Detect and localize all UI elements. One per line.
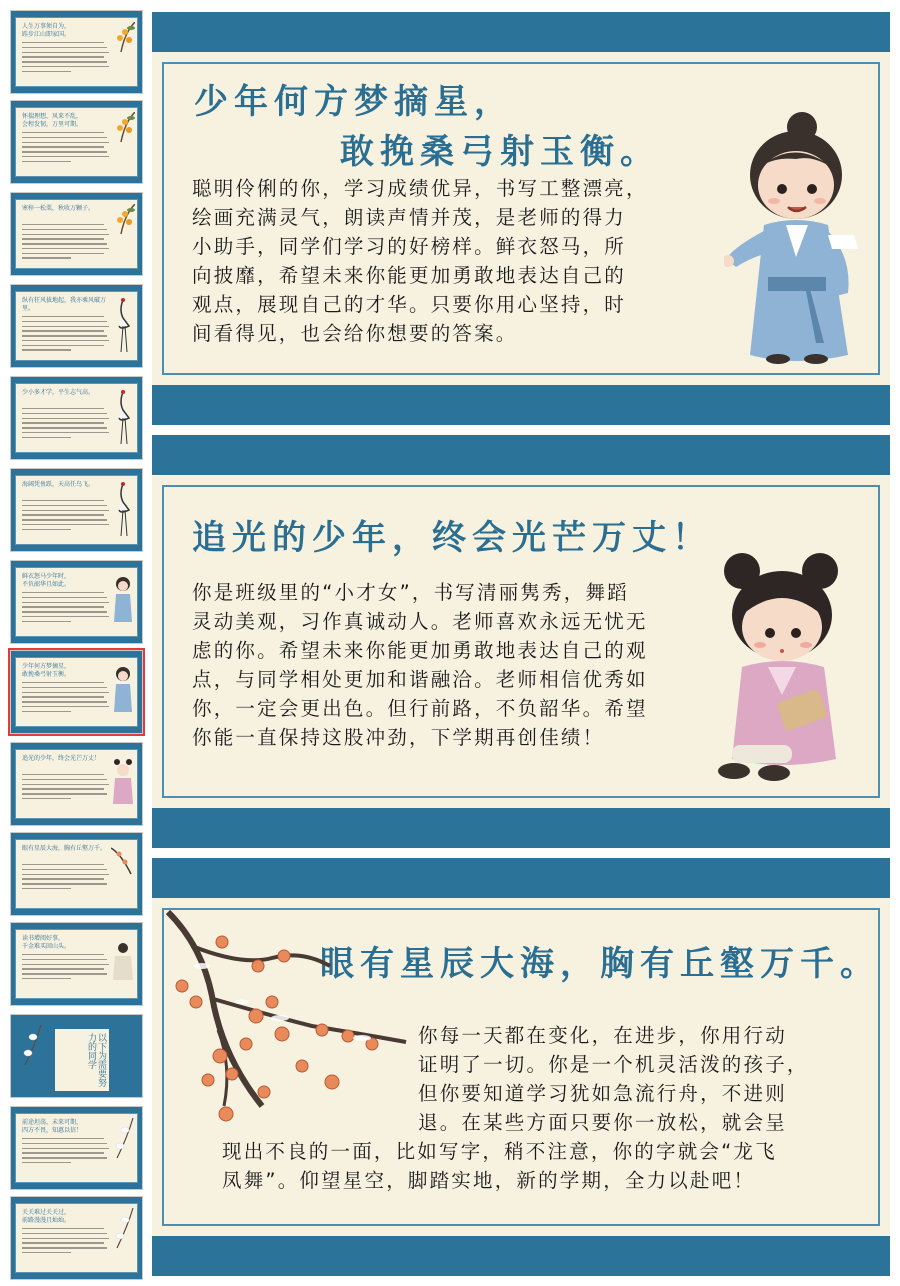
thumbnail-title: 以下为需要努力的同学: [55, 1029, 109, 1091]
thumbnail-title: 少年何方梦摘星， 敢挽桑弓射玉衡。: [22, 663, 71, 678]
thumbnail-text-lines: [22, 1228, 111, 1267]
persimmon-branch-icon: [162, 906, 412, 1146]
slide-3-body-line: 现出不良的一面，比如写字，稍不注意，你的字就会“龙飞: [222, 1140, 777, 1163]
magnolia-icon: [19, 1025, 43, 1083]
slide-thumbnail[interactable]: [10, 192, 143, 276]
thumbnail-paper: [15, 929, 138, 999]
slide-thumbnail[interactable]: [10, 376, 143, 460]
slide-3-body-line: 你每一天都在变化，在进步，你用行动: [418, 1024, 787, 1047]
thumbnail-title: 鲜衣怒马少年时， 不负韶华且如此。: [22, 573, 71, 588]
thumbnail-paper: [15, 17, 138, 87]
slide-2-body-line: 虑的你。希望未来你能更加勇敢地表达自己的观: [192, 639, 648, 662]
thumbnail-text-lines: [22, 774, 111, 813]
thumbnail-text-lines: [22, 1138, 111, 1177]
slide-2-body-line: 点，与同学相处更加和谐融洽。老师相信优秀如: [192, 668, 648, 691]
crane-icon: [111, 388, 135, 446]
thumbnail-text-lines: [22, 682, 111, 721]
slide-thumbnail[interactable]: [10, 468, 143, 552]
slide-3-body-line: 凤舞”。仰望星空，脚踏实地，新的学期，全力以赴吧！: [222, 1169, 756, 1192]
magnolia-icon: [111, 1208, 135, 1266]
slide-1-body-line: 间看得见，也会给你想要的答案。: [192, 322, 518, 345]
thumbnail-text-lines: [22, 864, 111, 903]
slide-thumbnail[interactable]: [10, 284, 143, 368]
thumbnail-title: 少小多才学，平生志气高。: [22, 389, 95, 396]
thumbnail-title: 人生万事须自为， 跬步江山即家国。: [22, 23, 71, 38]
girl-figure-icon: [712, 545, 852, 795]
girl-figure-icon: [111, 754, 135, 812]
reading-figure-icon: [111, 934, 135, 992]
thumbnail-paper: [15, 1113, 138, 1183]
slide-thumbnail[interactable]: [10, 1196, 143, 1280]
thumbnail-paper: [15, 291, 138, 361]
thumbnail-paper: [15, 199, 138, 269]
slide-1-title-line-1: 少年何方梦摘星，: [194, 82, 514, 122]
slide-thumbnail[interactable]: [10, 742, 143, 826]
slide-2-body-line: 灵动美观，习作真诚动人。老师喜欢永远无忧无: [192, 610, 648, 633]
slide-1-body-line: 绘画充满灵气，朗读声情并茂，是老师的得力: [192, 206, 627, 229]
thumbnail-text-lines: [22, 316, 111, 355]
slide-3-body-line: 证明了一切。你是一个机灵活泼的孩子，: [418, 1053, 809, 1076]
slide-3-body-line: 但你要知道学习犹如急流行舟，不进则: [418, 1082, 787, 1105]
slide-2-body-line: 你，一定会更出色。但行前路，不负韶华。希望: [192, 697, 648, 720]
slide-thumbnail[interactable]: [10, 650, 143, 734]
slide-thumbnail[interactable]: [10, 560, 143, 644]
slide-1-body-line: 向披靡，希望未来你能更加勇敢地表达自己的: [192, 264, 627, 287]
slide-thumbnail[interactable]: [10, 922, 143, 1006]
boy-figure-icon: [111, 662, 135, 720]
thumbnail-title: 海阔凭鱼跃，天高任鸟飞。: [22, 481, 95, 488]
slide-2-title: 追光的少年，终会光芒万丈！: [192, 518, 712, 558]
thumbnail-title: 读书增阅好事， 千金难买回山头。: [22, 935, 71, 950]
boy-figure-icon: [111, 572, 135, 630]
thumbnail-title: 纵有狂风拔地起，我亦乘风破万里。: [22, 297, 107, 312]
thumbnail-text-lines: [22, 592, 111, 631]
slide-3: [152, 858, 890, 1276]
slide-1-body-line: 聪明伶俐的你，学习成绩优异，书写工整漂亮，: [192, 177, 648, 200]
thumbnail-paper: [15, 749, 138, 819]
thumbnail-text-lines: [22, 500, 111, 539]
thumbnail-text-lines: [22, 954, 111, 993]
slide-1: [152, 12, 890, 425]
thumbnail-title: 寒梓一松栗，秋收万颗子。: [22, 205, 95, 212]
slide-1-body: [192, 174, 732, 348]
thumbnail-title: 怀揣理想，风来不乱， 会程发韧，万里可期。: [22, 113, 83, 128]
loquat-icon: [111, 22, 135, 80]
loquat-icon: [111, 112, 135, 170]
thumbnail-text-lines: [22, 132, 111, 171]
thumbnail-title: 关关难过关关过， 前路漫漫且灿灿。: [22, 1209, 71, 1224]
thumbnail-text-lines: [22, 224, 111, 263]
thumbnail-text-lines: [22, 408, 111, 447]
thumbnail-paper: [15, 657, 138, 727]
thumbnail-paper: [15, 839, 138, 909]
boy-figure-icon: [724, 107, 874, 377]
thumbnail-paper: [15, 1021, 138, 1091]
slide-thumbnail[interactable]: [10, 100, 143, 184]
persimmon-branch-icon: [111, 844, 135, 902]
slide-3-title: 眼有星辰大海，胸有丘壑万千。: [320, 944, 880, 984]
thumbnail-paper: [15, 383, 138, 453]
slide-2-body: [192, 578, 752, 752]
magnolia-icon: [111, 1118, 135, 1176]
slide-1-body-line: 观点，展现自己的才华。只要你用心坚持，时: [192, 293, 627, 316]
slide-3-body-line: 退。在某些方面只要你一放松，就会呈: [418, 1111, 787, 1134]
slide-thumbnail[interactable]: [10, 832, 143, 916]
thumbnail-paper: [15, 107, 138, 177]
crane-icon: [111, 480, 135, 538]
thumbnail-text-lines: [22, 42, 111, 81]
crane-icon: [111, 296, 135, 354]
thumbnail-paper: [15, 1203, 138, 1273]
slide-thumbnail[interactable]: [10, 1106, 143, 1190]
thumbnail-paper: [15, 475, 138, 545]
thumbnail-title: 追光的少年，终会光芒万丈！: [22, 755, 101, 762]
slide-1-body-line: 小助手，同学们学习的好榜样。鲜衣怒马，所: [192, 235, 627, 258]
slide-thumbnail[interactable]: [10, 10, 143, 94]
slide-2-body-line: 你能一直保持这股冲劲，下学期再创佳绩！: [192, 726, 605, 749]
slide-2-body-line: 你是班级里的“小才女”，书写清丽隽秀，舞蹈: [192, 581, 629, 604]
slide-thumbnail[interactable]: [10, 1014, 143, 1098]
thumbnail-title: 眼有星辰大海，胸有丘壑万千。: [22, 845, 107, 852]
slide-1-title-line-2: 敢挽桑弓射玉衡。: [340, 132, 660, 172]
slide-thumbnail-panel: [0, 0, 150, 1286]
thumbnail-title: 前途坦荡，未来可期， 四方不畏，知惠以信！: [22, 1119, 83, 1134]
loquat-icon: [111, 204, 135, 262]
slide-2: [152, 435, 890, 848]
thumbnail-paper: [15, 567, 138, 637]
